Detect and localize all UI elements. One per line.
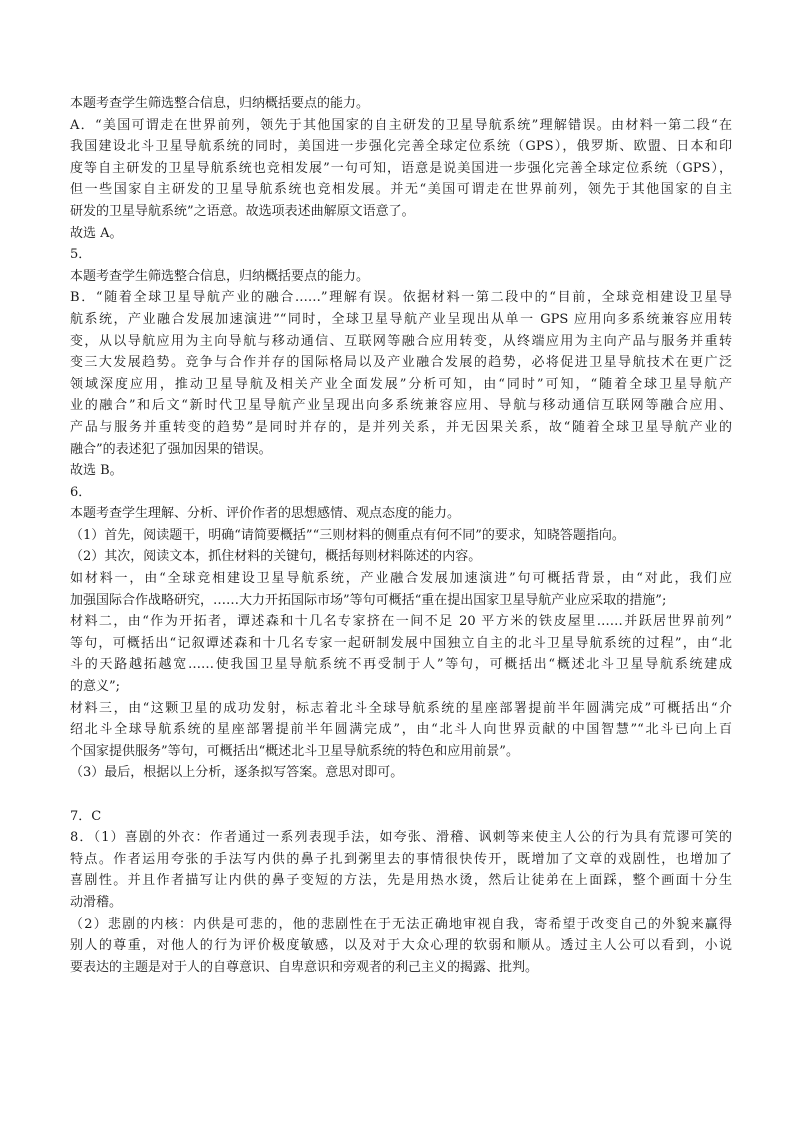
q6-material-2-line: 材料二，由“作为开拓者，谭述森和十几名专家挤在一间不足 20 平方米的铁皮屋里……并跃居世界前列”	[70, 614, 732, 630]
q6-step-2: （2）其次，阅读文本，抓住材料的关键句，概括每则材料陈述的内容。	[70, 549, 482, 565]
q6-intro: 本题考查学生理解、分析、评价作者的思想感情、观点态度的能力。	[70, 506, 461, 522]
blank-line	[70, 784, 732, 806]
q5-option-b-line: 产品与服务并重转变的趋势”是同时并存的，是并列关系，并无因果关系，故“随着全球卫星导航产业的	[70, 419, 732, 435]
q8-part-1-line: 动滑稽。	[70, 894, 123, 910]
q6-material-3-line: 材料三，由“这颗卫星的成功发射，标志着北斗全球导航系统的星座部署提前半年圆满完成”可概括出“介	[70, 700, 732, 716]
q4-option-a-line: 研发的卫星导航系统”之语意。故选项表述曲解原文语意了。	[70, 203, 415, 219]
q8-part-2-line: 要表达的主题是对于人的自尊意识、自卑意识和旁观者的利己主义的揭露、批判。	[70, 959, 539, 975]
q6-step-1: （1）首先，阅读题干，明确“请简要概括”“三则材料的侧重点有何不同”的要求，知晓答题指向。	[70, 527, 625, 543]
q6-material-1-line: 如材料一，由“全球竞相建设卫星导航系统，产业融合发展加速演进”句可概括背景，由“对此，我们应	[70, 571, 732, 587]
q6-material-3-line: 个国家提供服务”等句，可概括出“概述北斗卫星导航系统的特色和应用前景”。	[70, 743, 519, 759]
q4-option-a-line: 度等自主研发的卫星导航系统也竞相发展”一句可知，语意是说美国进一步强化完善全球定位系统（GPS），	[70, 160, 732, 176]
q4-option-a-line: 我国建设北斗卫星导航系统的同时，美国进一步强化完善全球定位系统（GPS），俄罗斯、欧盟、日本和印	[70, 139, 732, 155]
q6-material-2-line: 斗的天路越拓越宽……使我国卫星导航系统不再受制于人”等句，可概括出“概述北斗卫星导航系统建成	[70, 657, 732, 673]
q8-part-1-line: 喜剧性。并且作者描写让内供的鼻子变短的方法，先是用热水烫，然后让徒弟在上面踩，整个画面十分生	[70, 873, 732, 889]
q4-answer: 故选 A。	[70, 225, 123, 241]
q6-material-1-line: 加强国际合作战略研究，……大力开拓国际市场”等句可概括“重在提出国家卫星导航产业应采取的措施”;	[70, 592, 667, 608]
q5-option-b-line: 融合”的表述犯了强加因果的错误。	[70, 441, 272, 457]
q4-option-a-line: 但一些国家自主研发的卫星导航系统也竞相发展。并无“美国可谓走在世界前列，领先于其他国家的自主	[70, 182, 732, 198]
q6-step-3: （3）最后，根据以上分析，逐条拟写答案。意思对即可。	[70, 765, 404, 781]
q5-intro: 本题考查学生筛选整合信息，归纳概括要点的能力。	[70, 268, 370, 284]
document-body	[70, 93, 732, 978]
q8-part-1-line: 8．（1）喜剧的外衣：作者通过一系列表现手法，如夸张、滑稽、讽刺等来使主人公的行为具有荒谬可笑的	[70, 830, 732, 846]
q5-option-b-line: 航系统，产业融合发展加速演进”“同时，全球卫星导航产业呈现出从单一 GPS 应用向多系统兼容应用转	[70, 311, 732, 327]
q5-option-b-line: B．“随着全球卫星导航产业的融合……”理解有误。依据材料一第二段中的“目前，全球竞相建设卫星导	[70, 290, 732, 306]
q5-option-b-line: 变三大发展趋势。竞争与合作并存的国际格局以及产业融合发展的趋势，必将促进卫星导航技术在更广泛	[70, 355, 732, 371]
q6-material-2-line: 的意义”;	[70, 679, 121, 695]
q4-option-a-line: A．“美国可谓走在世界前列，领先于其他国家的自主研发的卫星导航系统”理解错误。由材料一第二段“在	[70, 117, 732, 133]
q5-number: 5．	[70, 247, 92, 263]
q4-intro: 本题考查学生筛选整合信息，归纳概括要点的能力。	[70, 96, 370, 111]
q8-part-2-line: 别人的尊重，对他人的行为评价极度敏感，以及对于大众心理的软弱和顺从。透过主人公可以看到，小说	[70, 938, 732, 954]
q5-option-b-line: 变，从以导航应用为主向导航与移动通信、互联网等融合应用转变，从终端应用为主向产品与服务并重转	[70, 333, 732, 349]
q7-answer: 7．C	[70, 808, 102, 824]
q8-part-1-line: 特点。作者运用夸张的手法写内供的鼻子扎到粥里去的事情很快传开，既增加了文章的戏剧性，也增加了	[70, 851, 732, 867]
q6-material-3-line: 绍北斗全球导航系统的星座部署提前半年圆满完成”，由“北斗人向世界贡献的中国智慧”“北斗已向上百	[70, 722, 732, 738]
q5-answer: 故选 B。	[70, 463, 123, 479]
q5-option-b-line: 业的融合”和后文“新时代卫星导航产业呈现出向多系统兼容应用、导航与移动通信互联网等融合应用、	[70, 398, 732, 414]
q6-number: 6．	[70, 484, 92, 500]
q6-material-2-line: 等句，可概括出“记叙谭述森和十几名专家一起研制发展中国独立自主的北斗卫星导航系统的过程”，由“北	[70, 635, 732, 651]
q8-part-2-line: （2）悲剧的内核：内供是可悲的，他的悲剧性在于无法正确地审视自我，寄希望于改变自己的外貌来赢得	[70, 916, 732, 932]
q5-option-b-line: 领域深度应用，推动卫星导航及相关产业全面发展”分析可知，由“同时”可知，“随着全球卫星导航产	[70, 376, 732, 392]
